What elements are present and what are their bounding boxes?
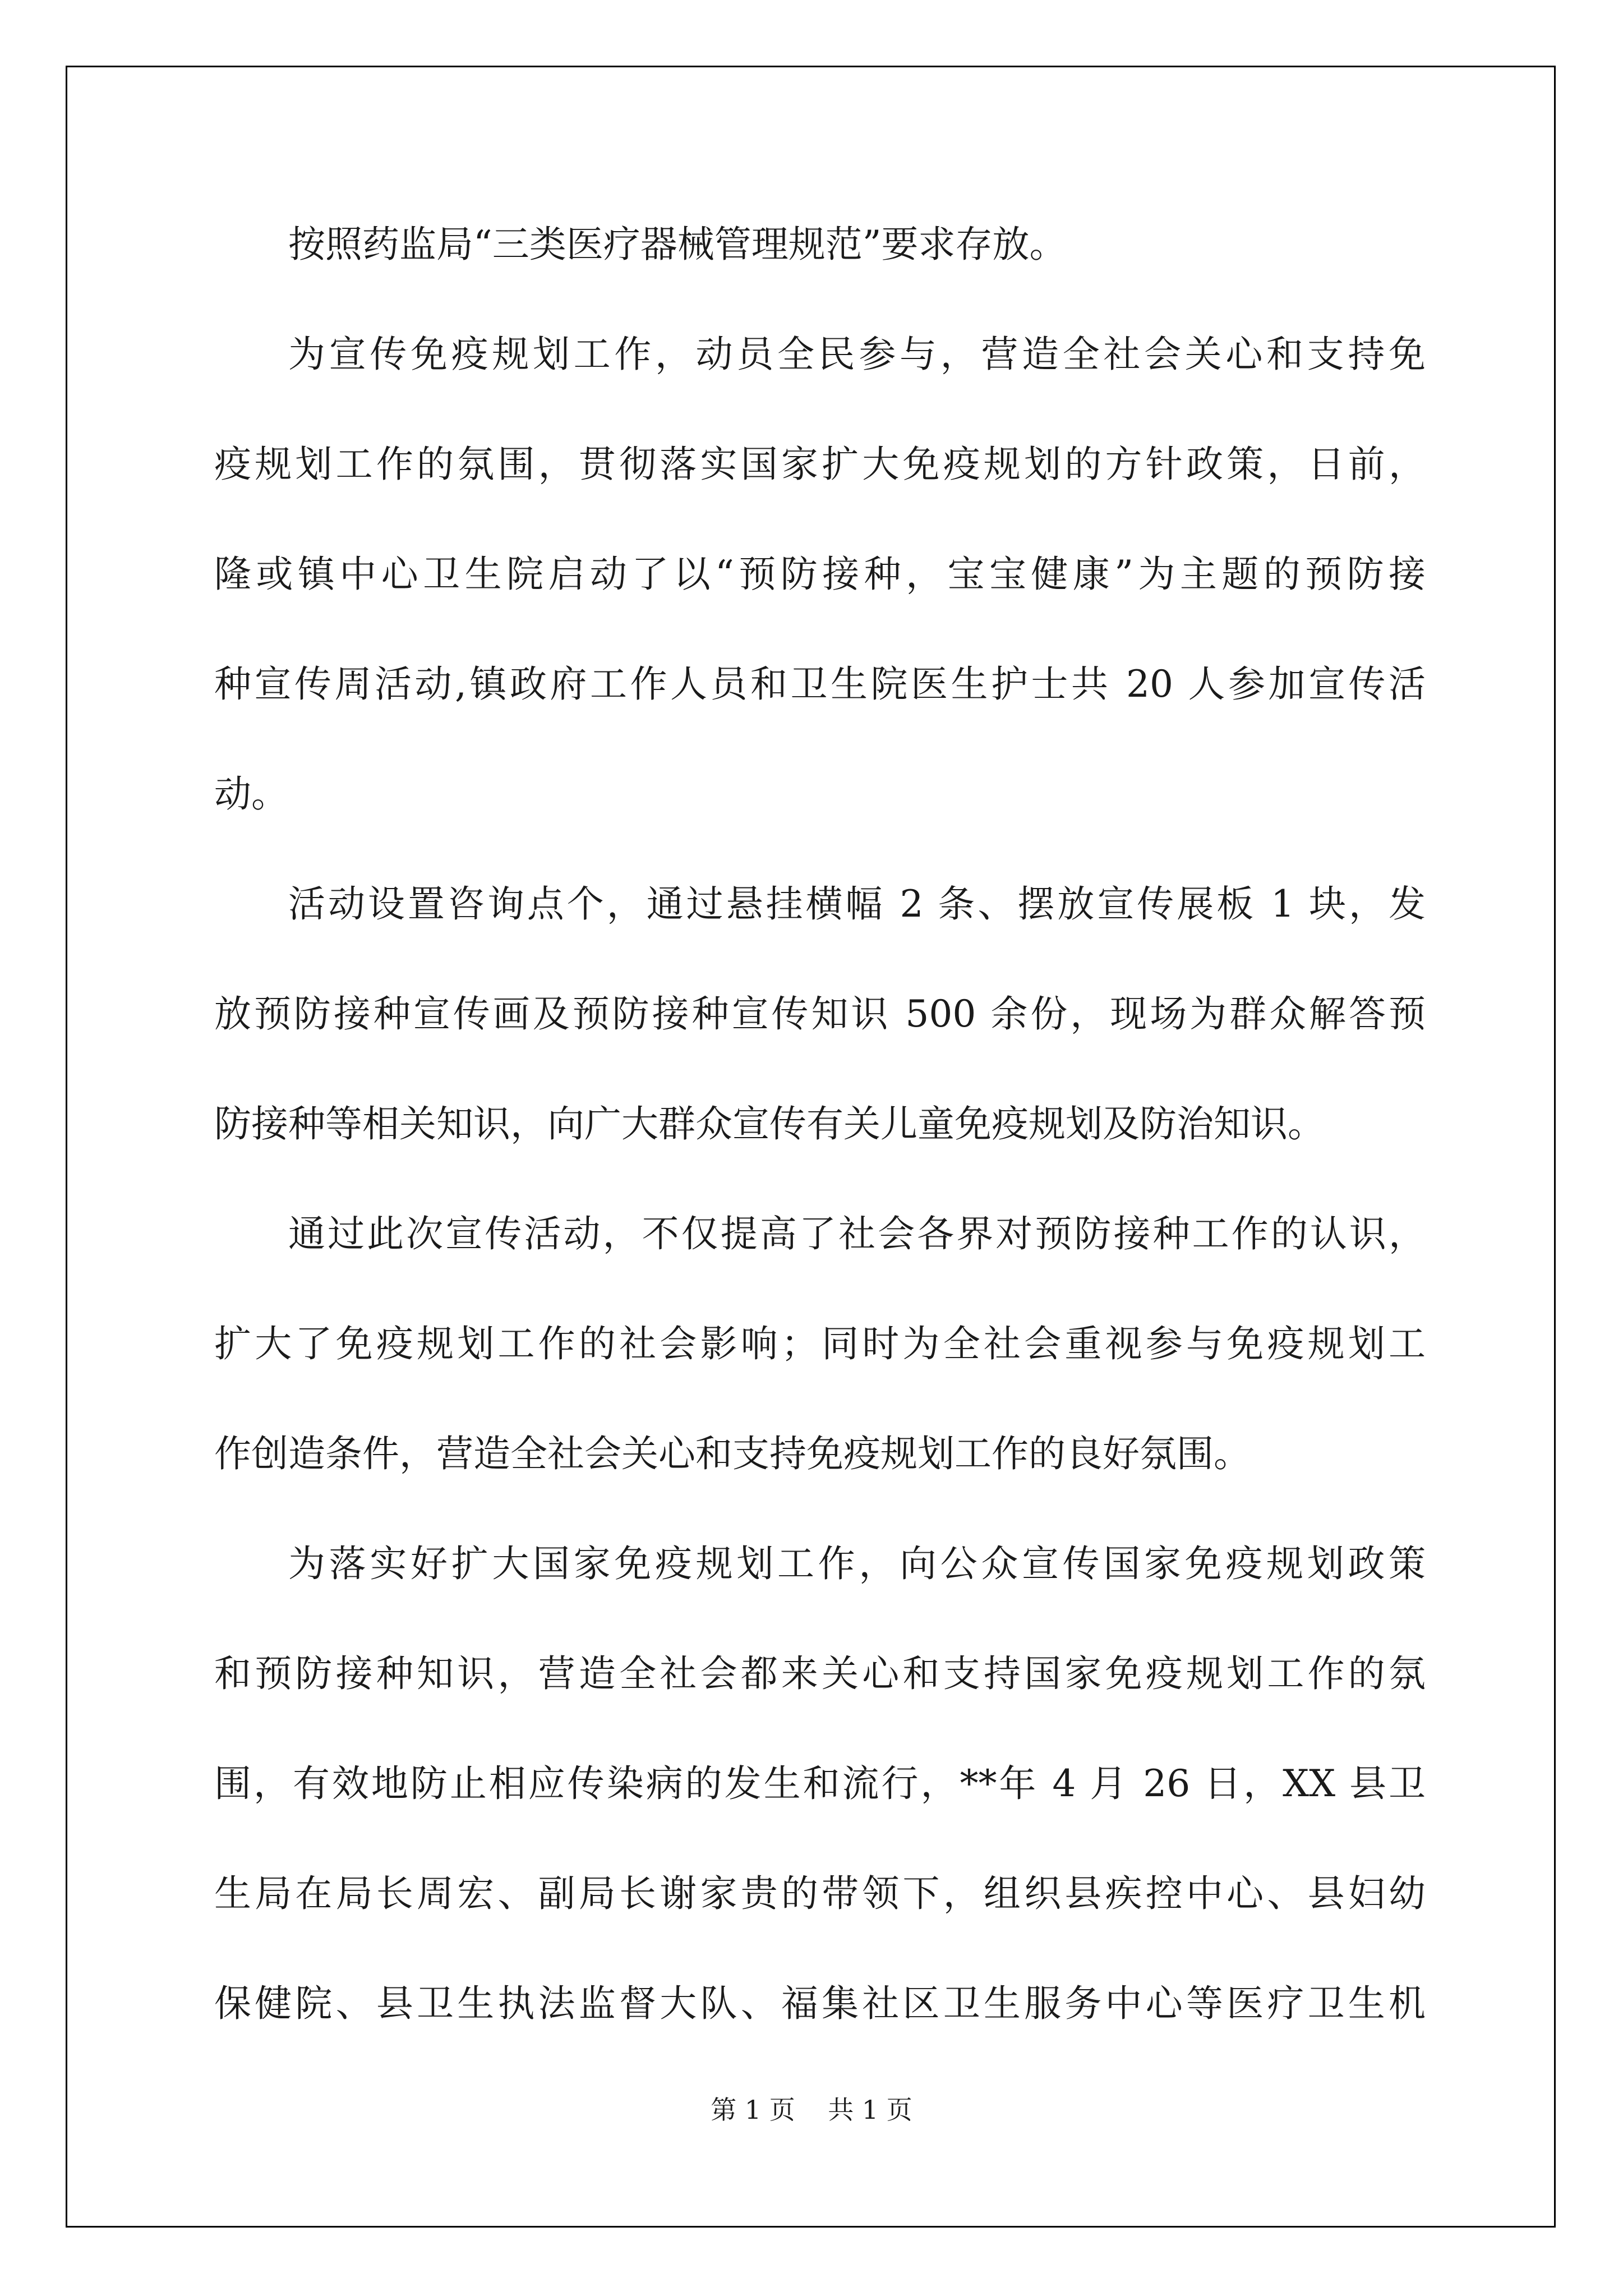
paragraph-line: 为落实好扩大国家免疫规划工作，向公众宣传国家免疫规划政策	[288, 1542, 1426, 1585]
paragraph-line: 作创造条件，营造全社会关心和支持免疫规划工作的良好氛围。	[214, 1432, 1251, 1475]
paragraph-line: 疫规划工作的氛围，贯彻落实国家扩大免疫规划的方针政策，日前，	[214, 443, 1426, 486]
paragraph-line: 扩大了免疫规划工作的社会影响；同时为全社会重视参与免疫规划工	[214, 1322, 1426, 1365]
paragraph-line: 防接种等相关知识，向广大群众宣传有关儿童免疫规划及防治知识。	[214, 1102, 1325, 1145]
paragraph-line: 为宣传免疫规划工作，动员全民参与，营造全社会关心和支持免	[288, 333, 1426, 376]
paragraph-line: 通过此次宣传活动，不仅提高了社会各界对预防接种工作的认识，	[288, 1212, 1426, 1255]
paragraph-line: 生局在局长周宏、副局长谢家贵的带领下，组织县疾控中心、县妇幼	[214, 1872, 1426, 1915]
page-number-footer: 第 1 页 共 1 页	[711, 2095, 912, 2125]
paragraph-line: 种宣传周活动,镇政府工作人员和卫生院医生护士共 20 人参加宣传活	[214, 662, 1426, 706]
paragraph-line: 保健院、县卫生执法监督大队、福集社区卫生服务中心等医疗卫生机	[214, 1982, 1426, 2025]
paragraph-line: 活动设置咨询点个，通过悬挂横幅 2 条、摆放宣传展板 1 块，发	[288, 882, 1426, 926]
paragraph-line: 和预防接种知识，营造全社会都来关心和支持国家免疫规划工作的氛	[214, 1652, 1426, 1695]
paragraph-line: 隆或镇中心卫生院启动了以“预防接种，宝宝健康”为主题的预防接	[214, 553, 1426, 596]
paragraph-line: 放预防接种宣传画及预防接种宣传知识 500 余份，现场为群众解答预	[214, 992, 1426, 1036]
paragraph-line: 按照药监局“三类医疗器械管理规范”要求存放。	[288, 223, 1067, 266]
document-body	[214, 190, 1426, 2059]
paragraph-line: 围，有效地防止相应传染病的发生和流行，**年 4 月 26 日，XX 县卫	[214, 1762, 1426, 1805]
paragraph-line: 动。	[214, 772, 288, 816]
